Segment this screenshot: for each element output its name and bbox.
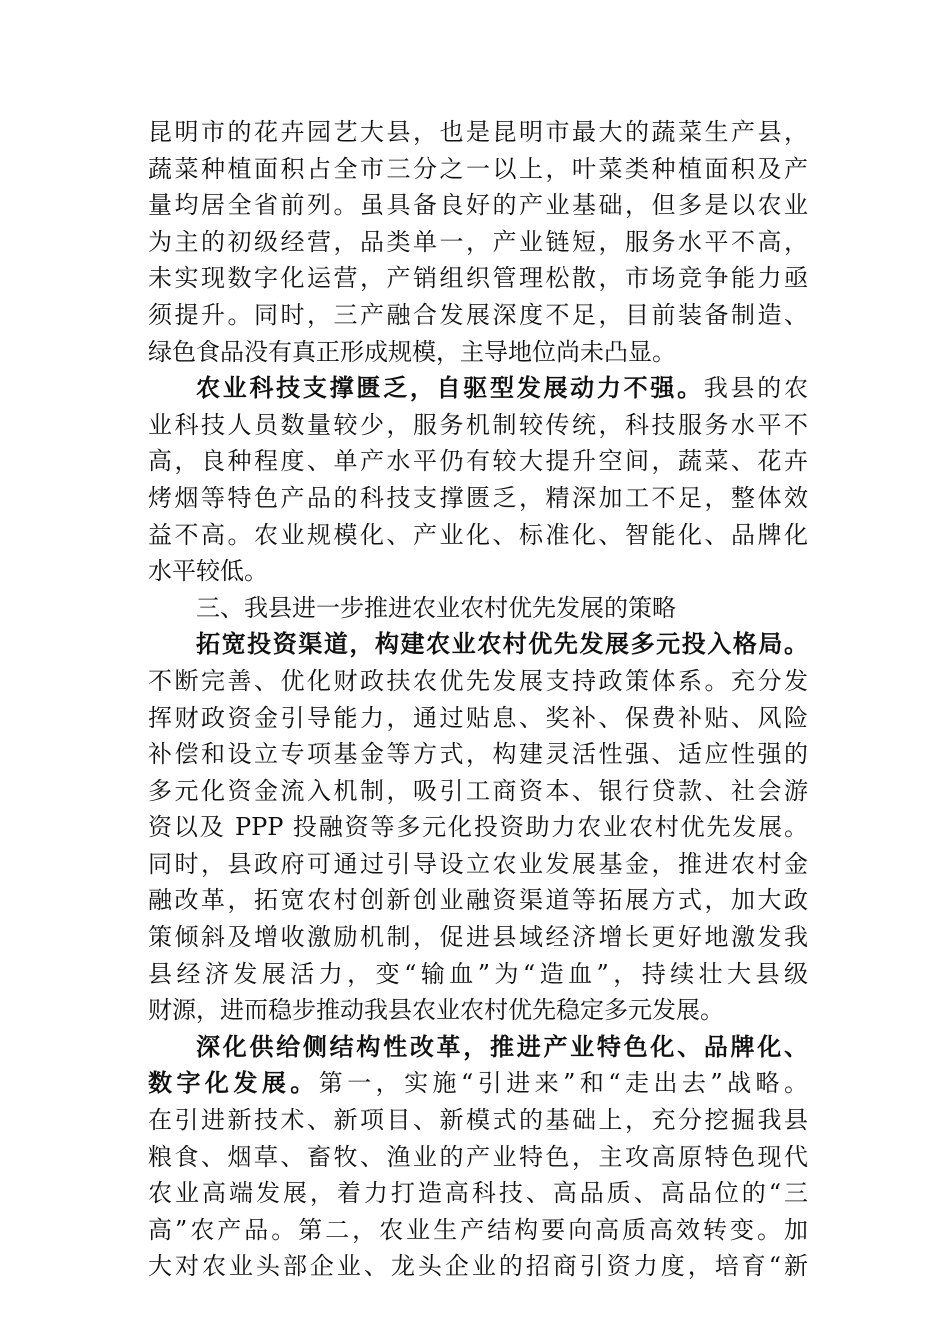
paragraph-3-line-6: 资以及 PPP 投融资等多元化投资助力农业农村优先发展。 [148,813,808,842]
paragraph-3-line-10: 县经济发展活力，变“输血”为“造血”，持续壮大县级 [148,959,808,988]
paragraph-3-bold-lead: 拓宽投资渠道，构建农业农村优先发展多元投入格局。 [196,629,808,659]
paragraph-1-line-6: 须提升。同时，三产融合发展深度不足，目前装备制造、 [148,300,808,329]
paragraph-2-line-6: 水平较低。 [148,557,268,586]
paragraph-1-line-2: 蔬菜种植面积占全市三分之一以上，叶菜类种植面积及产 [148,154,808,183]
paragraph-3-line-3: 挥财政资金引导能力，通过贴息、奖补、保费补贴、风险 [148,703,808,732]
paragraph-1-line-4: 为主的初级经营，品类单一，产业链短，服务水平不高， [148,227,808,256]
paragraph-4-line-4: 粮食、烟草、畜牧、渔业的产业特色，主攻高原特色现代 [148,1142,808,1171]
paragraph-2-first-line [148,370,808,407]
paragraph-3-line-2: 不断完善、优化财政扶农优先发展支持政策体系。充分发 [148,666,808,695]
paragraph-3-line-5: 多元化资金流入机制，吸引工商资本、银行贷款、社会游 [148,776,808,805]
document-body [148,114,808,1285]
paragraph-2-line-2: 业科技人员数量较少，服务机制较传统，科技服务水平不 [148,410,808,439]
paragraph-1-line-7: 绿色食品没有真正形成规模，主导地位尚未凸显。 [148,337,676,366]
paragraph-4-bold-lead-2: 数字化发展。 [148,1068,319,1098]
paragraph-3-line-9: 策倾斜及增收激励机制，促进县域经济增长更好地激发我 [148,923,808,952]
paragraph-4-lead-rest: 第一，实施“引进来”和“走出去”战略。 [318,1069,809,1098]
paragraph-4-line-3: 在引进新技术、新项目、新模式的基础上，充分挖掘我县 [148,1106,808,1135]
paragraph-3-line-4: 补偿和设立专项基金等方式，构建灵活性强、适应性强的 [148,740,808,769]
paragraph-3-line-7: 同时，县政府可通过引导设立农业发展基金，推进农村金 [148,849,808,878]
paragraph-1-line-3: 量均居全省前列。虽具备良好的产业基础，但多是以农业 [148,191,808,220]
paragraph-2-line-3: 高，良种程度、单产水平仍有较大提升空间，蔬菜、花卉 [148,447,808,476]
paragraph-1-line-5: 未实现数字化运营，产销组织管理松散，市场竞争能力亟 [148,264,808,293]
paragraph-4-line-7: 大对农业头部企业、龙头企业的招商引资力度，培育“新 [148,1252,808,1281]
paragraph-4-bold-lead: 深化供给侧结构性改革，推进产业特色化、品牌化、 [196,1031,808,1061]
paragraph-4-second-line [148,1065,808,1102]
paragraph-2-lead-rest: 我县的农 [703,374,809,403]
paragraph-1-line-1: 昆明市的花卉园艺大县，也是昆明市最大的蔬菜生产县， [148,118,808,146]
paragraph-2-line-5: 益不高。农业规模化、产业化、标准化、智能化、品牌化 [148,520,808,549]
paragraph-3-line-11: 财源，进而稳步推动我县农业农村优先稳定多元发展。 [148,996,724,1025]
section-heading: 三、我县进一步推进农业农村优先发展的策略 [196,593,676,622]
paragraph-4-line-5: 农业高端发展，着力打造高科技、高品质、高品位的“三 [148,1179,808,1208]
paragraph-2-bold-lead: 农业科技支撑匮乏，自驱型发展动力不强。 [196,373,704,403]
paragraph-3-line-8: 融改革，拓宽农村创新创业融资渠道等拓展方式，加大政 [148,886,808,915]
paragraph-2-line-4: 烤烟等特色产品的科技支撑匮乏，精深加工不足，整体效 [148,483,808,512]
paragraph-4-line-6: 高”农产品。第二，农业生产结构要向高质高效转变。加 [148,1215,808,1244]
